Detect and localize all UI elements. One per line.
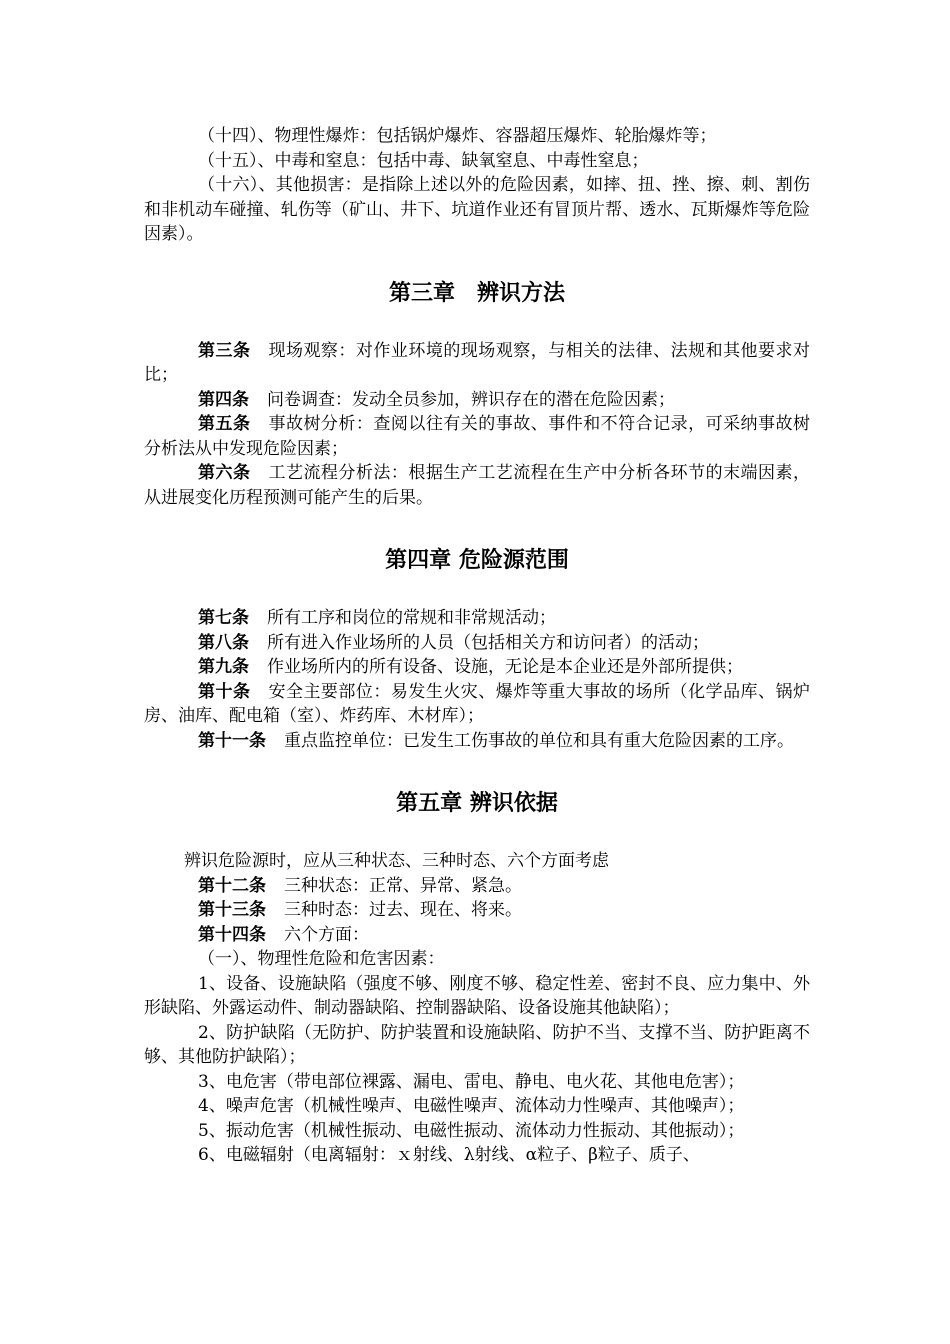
article-label: 第十三条 (198, 900, 266, 920)
article-label: 第十二条 (198, 875, 266, 896)
sub-heading-physical: （一）、物理性危险和危害因素： (198, 949, 445, 969)
list-item: 3、电危害（带电部位裸露、漏电、雷电、静电、电火花、其他电危害）； (198, 1071, 745, 1092)
document-body (144, 124, 810, 1168)
article-text: 三种时态：过去、现在、将来。 (284, 900, 522, 920)
article-10 (144, 680, 810, 729)
article-label: 第五条 (198, 414, 251, 434)
list-item: 6、电磁辐射（电离辐射：ｘ射线、λ射线、α粒子、β粒子、质子、 (198, 1145, 700, 1165)
article-label: 第四条 (198, 389, 249, 410)
article-label: 第六条 (198, 463, 251, 483)
article-label: 第十条 (198, 681, 251, 702)
article-label: 第八条 (198, 632, 249, 653)
article-14 (144, 923, 810, 948)
article-text: 所有工序和岗位的常规和非常规活动； (267, 608, 556, 628)
article-text: 所有进入作业场所的人员（包括相关方和访问者）的活动； (267, 632, 709, 653)
article-11 (144, 729, 810, 754)
article-12 (144, 874, 810, 899)
article-text: 三种状态：正常、异常、紧急。 (284, 875, 522, 896)
article-5 (144, 412, 810, 461)
chapter-4-title: 第四章 危险源范围 (385, 548, 569, 573)
list-item: 1、设备、设施缺陷（强度不够、刚度不够、稳定性差、密封不良、应力集中、外形缺陷、外露运动件、制动器缺陷、控制器缺陷、设备设施其他缺陷）； (144, 973, 810, 1018)
list-item: 4、噪声危害（机械性噪声、电磁性噪声、流体动力性噪声、其他噪声）； (198, 1096, 745, 1116)
article-label: 第十一条 (198, 730, 266, 751)
chapter-3-title: 第三章 辨识方法 (388, 280, 565, 306)
article-label: 第七条 (198, 608, 249, 628)
article-label: 第十四条 (198, 924, 266, 945)
chapter-5-intro: 辨识危险源时，应从三种状态、三种时态、六个方面考虑 (184, 851, 609, 871)
article-text: 重点监控单位：已发生工伤事故的单位和具有重大危险因素的工序。 (284, 730, 794, 751)
intro-paragraph-16: （十六）、其他损害：是指除上述以外的危险因素，如摔、扭、挫、擦、刺、割伤和非机动车碰撞、轧伤等（矿山、井下、坑道作业还有冒顶片帮、透水、瓦斯爆炸等危险因素）。 (144, 175, 810, 244)
article-9 (144, 655, 810, 680)
article-text: 工艺流程分析法：根据生产工艺流程在生产中分析各环节的末端因素，从进展变化历程预测可能产生的后果。 (144, 463, 811, 508)
article-text: 作业场所内的所有设备、设施，无论是本企业还是外部所提供； (267, 657, 743, 677)
article-label: 第九条 (198, 657, 249, 677)
article-label: 第三条 (198, 340, 251, 361)
article-6 (144, 461, 810, 510)
article-13 (144, 898, 810, 923)
article-4 (144, 388, 810, 413)
article-text: 事故树分析：查阅以往有关的事故、事件和不符合记录，可采纳事故树分析法从中发现危险因素； (144, 414, 811, 459)
article-text: 六个方面： (284, 924, 369, 945)
article-8 (144, 631, 810, 656)
article-text: 问卷调查：发动全员参加，辨识存在的潜在危险因素； (267, 389, 675, 410)
chapter-5-title: 第五章 辨识依据 (396, 791, 558, 816)
article-text: 安全主要部位：易发生火灾、爆炸等重大事故的场所（化学品库、锅炉房、油库、配电箱（室）、炸药库、木材库）； (144, 681, 811, 726)
article-7 (144, 606, 810, 631)
article-text: 现场观察：对作业环境的现场观察，与相关的法律、法规和其他要求对比； (144, 340, 811, 385)
list-item: 2、防护缺陷（无防护、防护装置和设施缺陷、防护不当、支撑不当、防护距离不够、其他防护缺陷）； (144, 1022, 810, 1067)
article-3 (144, 339, 810, 388)
list-item: 5、振动危害（机械性振动、电磁性振动、流体动力性振动、其他振动）； (198, 1120, 745, 1141)
intro-paragraph-14: （十四）、物理性爆炸：包括锅炉爆炸、容器超压爆炸、轮胎爆炸等； (198, 126, 717, 146)
intro-paragraph-15: （十五）、中毒和窒息：包括中毒、缺氧窒息、中毒性窒息； (198, 150, 649, 171)
